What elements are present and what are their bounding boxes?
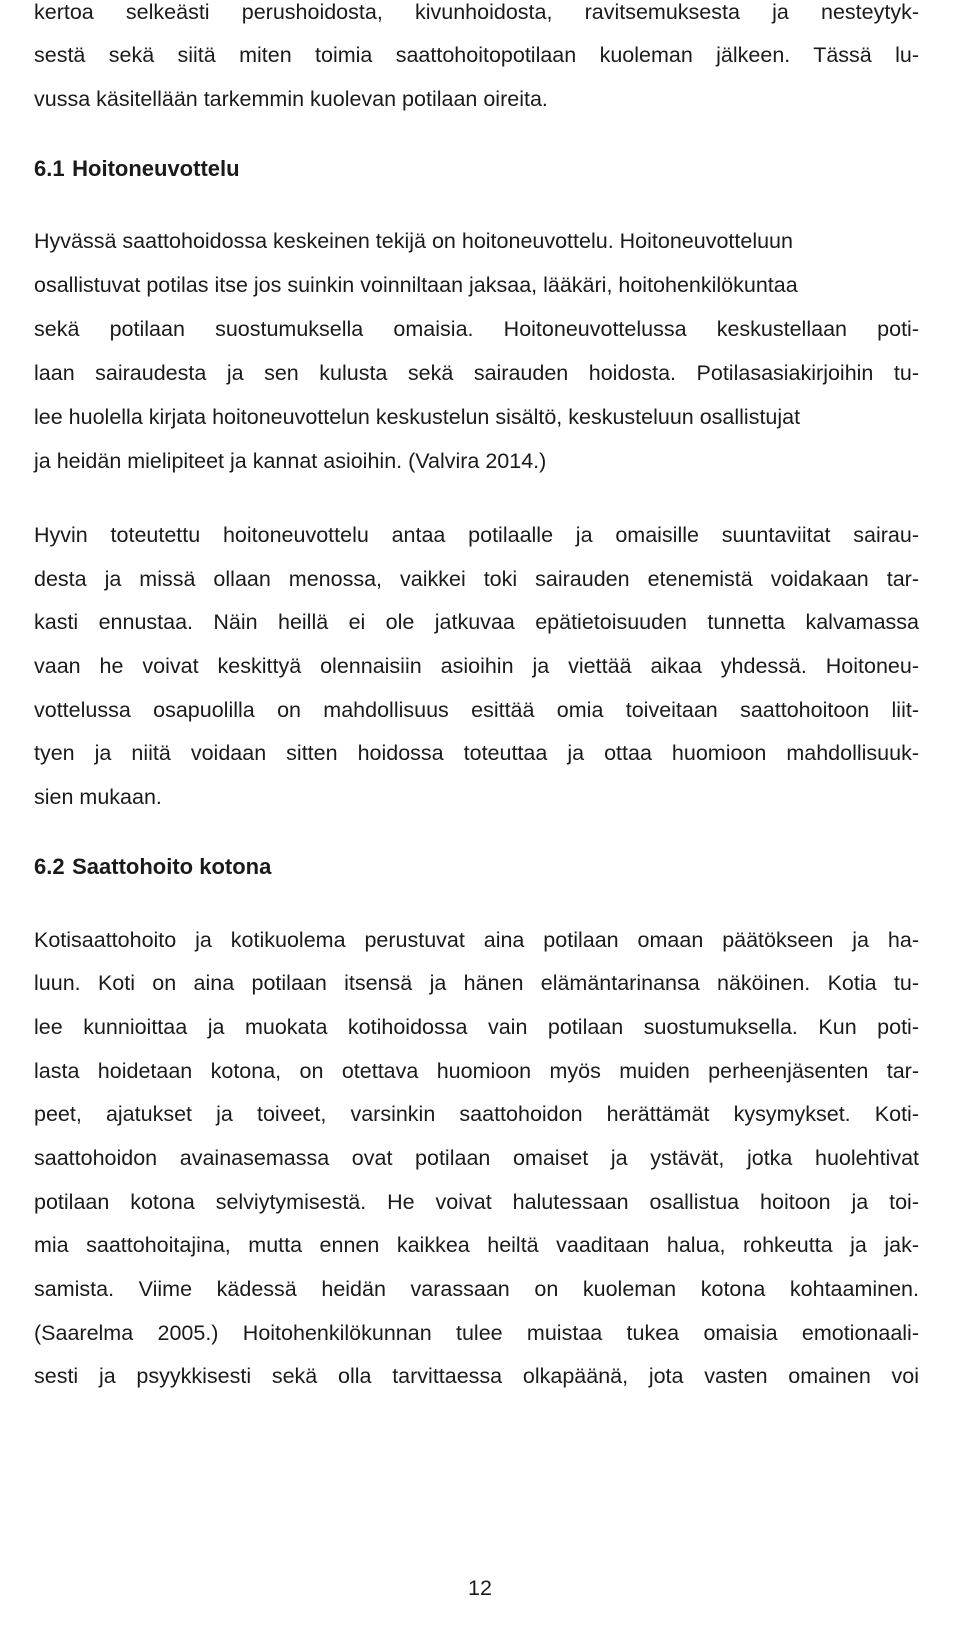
section-title: Saattohoito kotona [72,854,272,879]
paragraph-line: osallistuvat potilas itse jos suinkin voinniltaan jaksaa, lääkäri, hoitohenkilökuntaa [34,273,798,297]
paragraph-line: ja heidän mielipiteet ja kannat asioihin. (Valvira 2014.) [34,449,547,473]
paragraph-line: vottelussa osapuolilla on mahdollisuus esittää omia toiveitaan saattohoitoon liit- [34,698,919,722]
page-number: 12 [468,1576,492,1600]
paragraph-line: lee kunnioittaa ja muokata kotihoidossa vain potilaan suostumuksella. Kun poti- [34,1015,919,1039]
paragraph-line: (Saarelma 2005.) Hoitohenkilökunnan tulee muistaa tukea omaisia emotionaali- [34,1321,919,1345]
paragraph-line: laan sairaudesta ja sen kulusta sekä sairauden hoidosta. Potilasasiakirjoihin tu- [34,361,919,385]
paragraph-line: lee huolella kirjata hoitoneuvottelun keskustelun sisältö, keskusteluun osallistujat [34,405,801,429]
paragraph-line: Hyvin toteutettu hoitoneuvottelu antaa potilaalle ja omaisille suuntaviitat sairau- [34,523,919,547]
paragraph-line: Kotisaattohoito ja kotikuolema perustuvat aina potilaan omaan päätökseen ja ha- [34,928,919,952]
intro-line: kertoa selkeästi perushoidosta, kivunhoidosta, ravitsemuksesta ja nesteytyk- [34,0,919,24]
paragraph-line: sekä potilaan suostumuksella omaisia. Hoitoneuvottelussa keskustellaan poti- [34,317,919,341]
section-number: 6.1 [34,156,65,181]
paragraph-line: mia saattohoitajina, mutta ennen kaikkea heiltä vaaditaan halua, rohkeutta ja jak- [34,1233,919,1257]
paragraph-line: desta ja missä ollaan menossa, vaikkei toki sairauden etenemistä voidakaan tar- [34,567,919,591]
paragraph-line: tyen ja niitä voidaan sitten hoidossa toteuttaa ja ottaa huomioon mahdollisuuk- [34,741,919,765]
intro-line: sestä sekä siitä miten toimia saattohoitopotilaan kuoleman jälkeen. Tässä lu- [34,43,919,67]
paragraph-line: saattohoidon avainasemassa ovat potilaan omaiset ja ystävät, jotka huolehtivat [34,1146,919,1170]
paragraph-line: luun. Koti on aina potilaan itsensä ja hänen elämäntarinansa näköinen. Kotia tu- [34,971,919,995]
paragraph-line: sesti ja psyykkisesti sekä olla tarvittaessa olkapäänä, jota vasten omainen voi [34,1364,919,1388]
paragraph-line: samista. Viime kädessä heidän varassaan on kuoleman kotona kohtaaminen. [34,1277,919,1301]
section-heading [34,852,271,882]
section-number: 6.2 [34,854,65,879]
paragraph-line: vaan he voivat keskittyä olennaisiin asioihin ja viettää aikaa yhdessä. Hoitoneu- [34,654,919,678]
paragraph-line: kasti ennustaa. Näin heillä ei ole jatkuvaa epätietoisuuden tunnetta kalvamassa [34,610,919,634]
section-heading [34,154,240,184]
paragraph-line: lasta hoidetaan kotona, on otettava huomioon myös muiden perheenjäsenten tar- [34,1059,919,1083]
paragraph-line: sien mukaan. [34,785,162,809]
section-title: Hoitoneuvottelu [72,156,240,181]
paragraph-line: peet, ajatukset ja toiveet, varsinkin saattohoidon herättämät kysymykset. Koti- [34,1102,919,1126]
paragraph-line: potilaan kotona selviytymisestä. He voivat halutessaan osallistua hoitoon ja toi- [34,1190,919,1214]
intro-line: vussa käsitellään tarkemmin kuolevan potilaan oireita. [34,87,548,111]
paragraph-line: Hyvässä saattohoidossa keskeinen tekijä on hoitoneuvottelu. Hoitoneuvotteluun [34,229,793,253]
